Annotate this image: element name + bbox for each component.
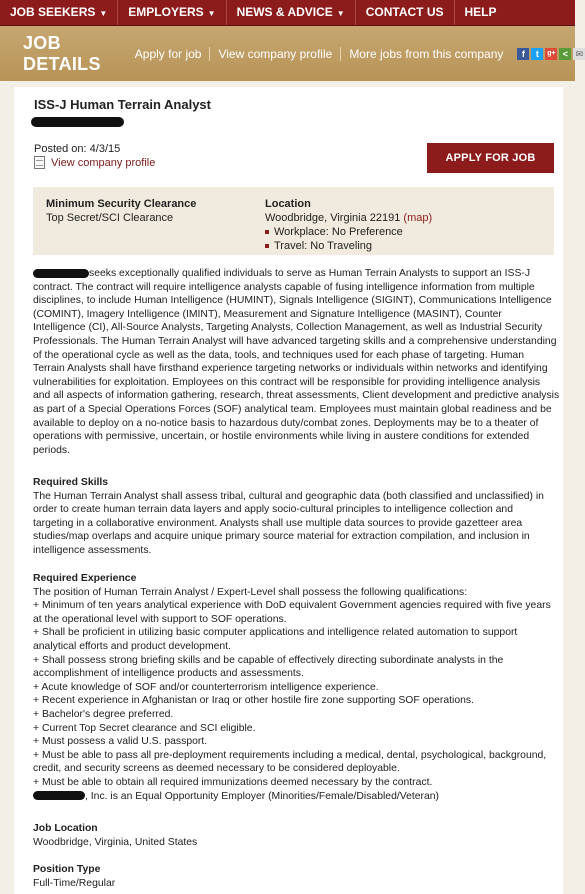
- experience-line: + Bachelor's degree preferred.: [33, 708, 174, 720]
- description-line: Professionals. The Human Terrain Analyst will have advanced targeting skills and a comprehensive understanding: [33, 335, 557, 347]
- position-type-section: [33, 863, 561, 890]
- experience-line: + Current Top Secret clearance and SCI eligible.: [33, 722, 256, 734]
- description-line: of the operational cycle as well as the data, tools, and techniques used for each phase of targeting. Human: [33, 349, 524, 361]
- nav-label: JOB SEEKERS: [10, 5, 96, 19]
- location-value-row: [265, 212, 432, 224]
- job-title: ISS-J Human Terrain Analyst: [34, 97, 211, 112]
- view-company-profile-button[interactable]: [34, 156, 155, 169]
- document-icon: [34, 156, 45, 169]
- experience-line: at the operational level with support to SOF operations.: [33, 613, 287, 625]
- clearance-value: Top Secret/SCI Clearance: [46, 212, 174, 224]
- skills-line: studies/map overlaps and acquire unique primary source material for extraction compilation, and inclusion in: [33, 531, 530, 543]
- redacted-company-name: [33, 269, 89, 278]
- skills-line: The Human Terrain Analyst shall assess tribal, cultural and geographic data (both classified and unclassified) in: [33, 490, 544, 502]
- job-description: [33, 267, 561, 457]
- location-label: Location: [265, 198, 311, 210]
- description-line: as part of a Special Operations Forces (SOF) analytical team. Employees must maintain global readiness and be: [33, 403, 552, 415]
- description-line: Intelligence (CI), All-Source Analysts, Targeting Analysts, Collection Management, as well as Industrial Security: [33, 322, 543, 334]
- experience-line: + Acute knowledge of SOF and/or counterterrorism intelligence experience.: [33, 681, 379, 693]
- email-icon[interactable]: ✉: [573, 48, 585, 60]
- description-line: available to deploy on a no-notice basis to hazardous duty/combat zones. Deployments may be to a theater of: [33, 417, 539, 429]
- eoe-line: [33, 790, 561, 804]
- redacted-company-name: [31, 117, 124, 127]
- social-share-bar: [517, 48, 585, 60]
- posted-date: Posted on: 4/3/15: [34, 143, 121, 155]
- required-skills-title: Required Skills: [33, 477, 109, 488]
- description-line: [33, 267, 561, 281]
- nav-contact-us[interactable]: [356, 0, 455, 25]
- experience-line: + Must be able to obtain all required immunizations deemed necessary by the contract.: [33, 776, 433, 788]
- map-link[interactable]: (map): [403, 212, 433, 224]
- job-details-header: [0, 26, 584, 81]
- facebook-icon[interactable]: f: [517, 48, 529, 60]
- view-company-label: View company profile: [51, 156, 156, 169]
- eoe-text: , Inc. is an Equal Opportunity Employer (Minorities/Female/Disabled/Veteran): [85, 790, 440, 802]
- experience-line: + Minimum of ten years analytical experience with DoD equivalent Government agencies required with five years: [33, 600, 551, 612]
- description-line: (COMINT), Imagery Intelligence (IMINT), Measurement and Signature Intelligence (MASINT), Counter: [33, 308, 502, 320]
- share-icon[interactable]: <: [559, 48, 571, 60]
- position-type-title: Position Type: [33, 864, 101, 875]
- nav-label: NEWS & ADVICE: [236, 5, 333, 19]
- skills-line: intelligence assessments.: [33, 544, 152, 556]
- workplace-text: Workplace: No Preference: [274, 226, 403, 238]
- description-line: contract. The contract will require intelligence analysts capable of fusing intelligence information from multiple: [33, 281, 535, 293]
- nav-job-seekers[interactable]: [0, 0, 118, 25]
- workplace-bullet: [265, 226, 403, 238]
- description-text: seeks exceptionally qualified individuals to serve as Human Terrain Analysts to support an ISS-J: [89, 268, 531, 279]
- nav-news-advice[interactable]: [227, 0, 356, 25]
- description-line: periods.: [33, 444, 70, 456]
- experience-line: + Recent experience in Afghanistan or Iraq or other hostile fire zone supporting SOF operations.: [33, 695, 474, 707]
- apply-for-job-link[interactable]: Apply for job: [134, 46, 202, 61]
- required-experience-title: Required Experience: [33, 573, 137, 584]
- experience-line: + Must be able to pass all pre-deployment requirements including a medical, dental, psychological, background,: [33, 749, 547, 761]
- experience-line: analytical efforts and product development.: [33, 640, 231, 652]
- nav-label: EMPLOYERS: [128, 5, 204, 19]
- caret-down-icon: ▼: [207, 9, 216, 18]
- experience-line: The position of Human Terrain Analyst / Expert-Level shall possess the following qualifications:: [33, 586, 468, 598]
- experience-line: + Shall be proficient in utilizing basic computer applications and intelligence related automation to support: [33, 627, 518, 639]
- bullet-icon: [265, 230, 269, 234]
- redacted-company-name: [33, 791, 85, 800]
- bullet-icon: [265, 244, 269, 248]
- more-jobs-link[interactable]: More jobs from this company: [340, 47, 511, 61]
- experience-line: accomplishment of intelligence products and assessments.: [33, 668, 304, 680]
- job-location-value: Woodbridge, Virginia, United States: [33, 836, 198, 848]
- required-skills-section: [33, 476, 561, 558]
- apply-for-job-button[interactable]: APPLY FOR JOB: [427, 143, 554, 173]
- job-location-title: Job Location: [33, 823, 98, 834]
- description-line: and all aspects of information gathering, research, threat assessments, Client development and predictive analysis: [33, 390, 560, 402]
- nav-employers[interactable]: [118, 0, 226, 25]
- experience-line: + Must possess a valid U.S. passport.: [33, 736, 208, 748]
- page-title: JOB DETAILS: [23, 32, 101, 74]
- travel-bullet: [265, 240, 372, 252]
- caret-down-icon: ▼: [336, 9, 345, 18]
- skills-line: targeting in a collaborative environment. Analysts shall use multiple data sources to provide gazetteer area: [33, 517, 523, 529]
- experience-line: credit, and security screens as deemed necessary to be considered deployable.: [33, 763, 400, 775]
- google-plus-icon[interactable]: g+: [545, 48, 557, 60]
- job-location-section: [33, 822, 561, 849]
- description-line: vulnerabilities for exploitation. Employees on this contract will be responsible for providing intelligence analysis: [33, 376, 541, 388]
- required-experience-section: [33, 572, 561, 803]
- travel-text: Travel: No Traveling: [274, 240, 373, 252]
- skills-line: order to create human terrain data layers and apply socio-cultural principles to intelligence collection and: [33, 504, 513, 516]
- top-nav: [0, 0, 575, 26]
- nav-label: HELP: [464, 5, 497, 19]
- description-line: operations with permissive, uncertain, or hostile environments while living in austere conditions for extended: [33, 431, 530, 443]
- clearance-label: Minimum Security Clearance: [46, 198, 197, 210]
- nav-help[interactable]: [455, 0, 507, 25]
- location-value: Woodbridge, Virginia 22191: [265, 212, 401, 224]
- description-line: Terrain Analysts shall have firsthand experience targeting networks or individuals within networks and identifying: [33, 363, 548, 375]
- experience-line: + Shall possess strong briefing skills and be capable of effectively directing subordinate analysts in the: [33, 654, 504, 666]
- job-info-box: [33, 187, 554, 255]
- job-panel: [14, 87, 563, 894]
- position-type-value: Full-Time/Regular: [33, 877, 116, 889]
- caret-down-icon: ▼: [99, 9, 108, 18]
- nav-label: CONTACT US: [365, 5, 444, 19]
- description-line: disciplines, to include Human Intelligence (HUMINT), Signals Intelligence (SIGINT), Communications Intelligence: [33, 295, 552, 307]
- twitter-icon[interactable]: t: [531, 48, 543, 60]
- view-company-profile-link[interactable]: View company profile: [209, 47, 340, 61]
